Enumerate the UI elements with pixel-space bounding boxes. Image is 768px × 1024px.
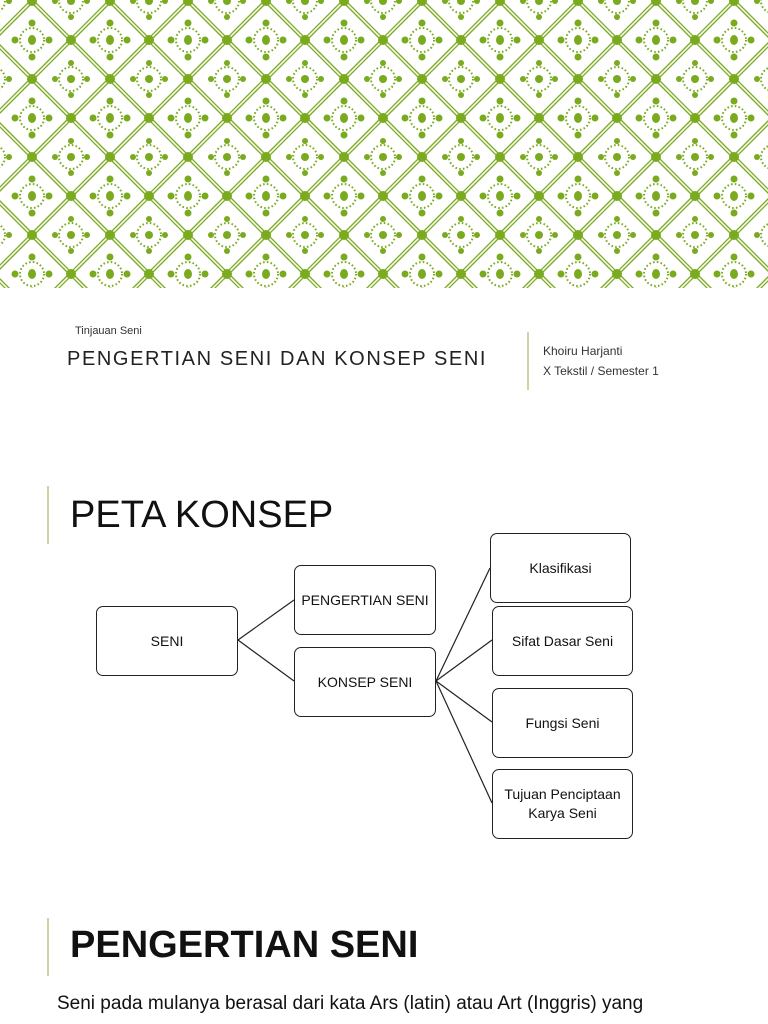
author-name: Khoiru Harjanti: [543, 344, 623, 358]
node-pengertian-seni: PENGERTIAN SENI: [294, 565, 436, 635]
node-seni: SENI: [96, 606, 238, 676]
slide-subtitle: Tinjauan Seni: [75, 325, 142, 337]
node-fungsi-seni: Fungsi Seni: [492, 688, 633, 758]
slide-title: PENGERTIAN SENI DAN KONSEP SENI: [67, 348, 488, 370]
accent-bar: [47, 918, 49, 976]
node-sifat-dasar-seni: Sifat Dasar Seni: [492, 606, 633, 676]
class-info: X Tekstil / Semester 1: [543, 364, 659, 378]
section-body: Seni pada mulanya berasal dari kata Ars (latin) atau Art (Inggris) yang: [57, 993, 644, 1014]
node-konsep-seni: KONSEP SENI: [294, 647, 436, 717]
concept-map-heading: PETA KONSEP: [70, 494, 334, 536]
node-klasifikasi: Klasifikasi: [490, 533, 631, 603]
node-tujuan-penciptaan: Tujuan Penciptaan Karya Seni: [492, 769, 633, 839]
section-heading: PENGERTIAN SENI: [70, 924, 419, 966]
